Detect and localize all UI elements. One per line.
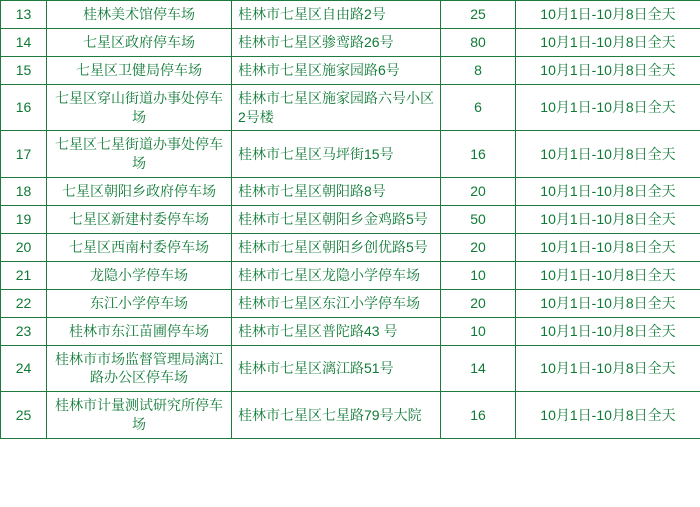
cell-name: 东江小学停车场 — [47, 289, 232, 317]
table-row — [1, 84, 700, 131]
cell-index: 25 — [1, 392, 47, 439]
cell-index: 21 — [1, 261, 47, 289]
cell-address: 桂林市七星区普陀路43 号 — [232, 317, 441, 345]
cell-name: 七星区西南村委停车场 — [47, 234, 232, 262]
cell-count: 10 — [441, 261, 516, 289]
cell-count: 20 — [441, 178, 516, 206]
table-row — [1, 317, 700, 345]
cell-name: 桂林市东江苗圃停车场 — [47, 317, 232, 345]
table-row — [1, 392, 700, 439]
cell-address: 桂林市七星区施家园路6号 — [232, 56, 441, 84]
cell-index: 24 — [1, 345, 47, 392]
cell-name: 桂林美术馆停车场 — [47, 1, 232, 29]
cell-time: 10月1日-10月8日全天 — [516, 84, 700, 131]
cell-time: 10月1日-10月8日全天 — [516, 317, 700, 345]
table-row — [1, 345, 700, 392]
cell-time: 10月1日-10月8日全天 — [516, 1, 700, 29]
cell-count: 50 — [441, 206, 516, 234]
cell-name: 桂林市市场监督管理局漓江路办公区停车场 — [47, 345, 232, 392]
cell-name: 七星区朝阳乡政府停车场 — [47, 178, 232, 206]
cell-count: 25 — [441, 1, 516, 29]
cell-name: 七星区新建村委停车场 — [47, 206, 232, 234]
cell-address: 桂林市七星区东江小学停车场 — [232, 289, 441, 317]
cell-count: 10 — [441, 317, 516, 345]
cell-index: 19 — [1, 206, 47, 234]
cell-time: 10月1日-10月8日全天 — [516, 234, 700, 262]
cell-index: 18 — [1, 178, 47, 206]
cell-time: 10月1日-10月8日全天 — [516, 56, 700, 84]
table-row — [1, 178, 700, 206]
cell-name: 桂林市计量测试研究所停车场 — [47, 392, 232, 439]
cell-index: 22 — [1, 289, 47, 317]
cell-count: 16 — [441, 392, 516, 439]
cell-name: 七星区卫健局停车场 — [47, 56, 232, 84]
cell-time: 10月1日-10月8日全天 — [516, 345, 700, 392]
cell-name: 七星区穿山街道办事处停车场 — [47, 84, 232, 131]
cell-name: 七星区七星街道办事处停车场 — [47, 131, 232, 178]
table-row — [1, 261, 700, 289]
table-row — [1, 234, 700, 262]
cell-count: 20 — [441, 289, 516, 317]
cell-count: 20 — [441, 234, 516, 262]
cell-time: 10月1日-10月8日全天 — [516, 28, 700, 56]
table-row — [1, 206, 700, 234]
cell-name: 龙隐小学停车场 — [47, 261, 232, 289]
cell-index: 16 — [1, 84, 47, 131]
cell-address: 桂林市七星区骖鸾路26号 — [232, 28, 441, 56]
cell-address: 桂林市七星区龙隐小学停车场 — [232, 261, 441, 289]
cell-count: 16 — [441, 131, 516, 178]
cell-count: 8 — [441, 56, 516, 84]
cell-index: 23 — [1, 317, 47, 345]
cell-address: 桂林市七星区施家园路六号小区2号楼 — [232, 84, 441, 131]
cell-address: 桂林市七星区自由路2号 — [232, 1, 441, 29]
cell-address: 桂林市七星区朝阳路8号 — [232, 178, 441, 206]
cell-time: 10月1日-10月8日全天 — [516, 178, 700, 206]
cell-time: 10月1日-10月8日全天 — [516, 131, 700, 178]
cell-address: 桂林市七星区马坪街15号 — [232, 131, 441, 178]
cell-address: 桂林市七星区七星路79号大院 — [232, 392, 441, 439]
cell-index: 17 — [1, 131, 47, 178]
cell-index: 15 — [1, 56, 47, 84]
cell-count: 14 — [441, 345, 516, 392]
table-row — [1, 1, 700, 29]
cell-time: 10月1日-10月8日全天 — [516, 206, 700, 234]
cell-index: 13 — [1, 1, 47, 29]
cell-count: 80 — [441, 28, 516, 56]
cell-address: 桂林市七星区朝阳乡创优路5号 — [232, 234, 441, 262]
cell-time: 10月1日-10月8日全天 — [516, 261, 700, 289]
cell-address: 桂林市七星区朝阳乡金鸡路5号 — [232, 206, 441, 234]
table-row — [1, 289, 700, 317]
cell-index: 20 — [1, 234, 47, 262]
cell-time: 10月1日-10月8日全天 — [516, 289, 700, 317]
table-body — [1, 1, 700, 439]
table-row — [1, 56, 700, 84]
cell-time: 10月1日-10月8日全天 — [516, 392, 700, 439]
table-row — [1, 131, 700, 178]
cell-count: 6 — [441, 84, 516, 131]
table-row — [1, 28, 700, 56]
cell-index: 14 — [1, 28, 47, 56]
cell-address: 桂林市七星区漓江路51号 — [232, 345, 441, 392]
cell-name: 七星区政府停车场 — [47, 28, 232, 56]
